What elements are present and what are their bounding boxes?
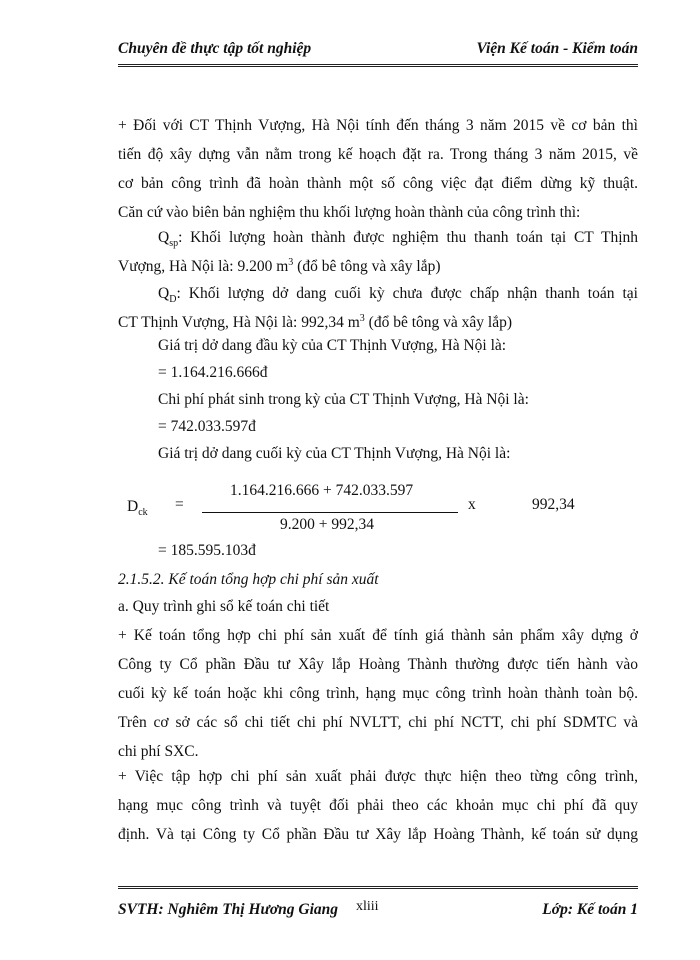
- qd-note: (đổ bê tông và xây lắp): [364, 314, 512, 332]
- formula-times: x: [468, 496, 476, 513]
- formula-result: = 185.595.103đ: [158, 542, 256, 559]
- subheading: a. Quy trình ghi sổ kế toán chi tiết: [118, 598, 330, 615]
- paragraph-2-line-2: Công ty Cổ phần Đầu tư Xây lắp Hoàng Thành thường được tiến hành vào: [118, 656, 638, 673]
- opening-wip-value: = 1.164.216.666đ: [158, 364, 268, 381]
- opening-wip-label: Giá trị dở dang đầu kỳ của CT Thịnh Vượng, Hà Nội là:: [158, 337, 507, 354]
- qsp-note: (đổ bê tông và xây lắp): [293, 258, 441, 276]
- fraction-bar: [202, 512, 458, 513]
- header-document-title: Chuyên đề thực tập tốt nghiệp: [118, 40, 312, 57]
- qd-text: : Khối lượng dở dang cuối kỳ chưa được chấp nhận thanh toán tại: [176, 285, 638, 302]
- paragraph-2-line-3: cuối kỳ kế toán hoặc khi công trình, hạng mục công trình hoàn thành toàn bộ.: [118, 685, 638, 702]
- formula-numerator: 1.164.216.666 + 742.033.597: [230, 482, 414, 499]
- qsp-unit-superscript: 3: [288, 257, 294, 268]
- closing-wip-formula: [118, 482, 638, 532]
- formula-denominator: 9.200 + 992,34: [280, 516, 374, 533]
- qd-symbol: Q: [158, 285, 170, 302]
- qd-unit-superscript: 3: [359, 313, 365, 324]
- qsp-subscript: sp: [169, 238, 179, 250]
- paragraph-1-line-1: + Đối với CT Thịnh Vượng, Hà Nội tính đến tháng 3 năm 2015 về cơ bản thì: [118, 117, 638, 134]
- header-institute: Viện Kế toán - Kiểm toán: [476, 40, 638, 57]
- qsp-text: : Khối lượng hoàn thành được nghiệm thu thanh toán tại CT Thịnh: [178, 229, 638, 246]
- qd-definition-line-1: [158, 284, 638, 310]
- paragraph-2-line-1: + Kế toán tổng hợp chi phí sản xuất để tính giá thành sản phẩm xây dựng ở: [118, 627, 638, 644]
- paragraph-1-line-2: tiến độ xây dựng vẫn nằm trong kế hoạch đặt ra. Trong tháng 3 năm 2015, về: [118, 146, 638, 163]
- formula-symbol-letter: D: [127, 498, 139, 515]
- formula-equals: =: [175, 496, 184, 513]
- formula-symbol-subscript: ck: [138, 507, 148, 519]
- paragraph-3-line-1: + Việc tập hợp chi phí sản xuất phải được thực hiện theo từng công trình,: [118, 768, 638, 785]
- closing-wip-label: Giá trị dở dang cuối kỳ của CT Thịnh Vượng, Hà Nội là:: [158, 445, 511, 462]
- page-header: [118, 40, 638, 67]
- qd-value: CT Thịnh Vượng, Hà Nội là: 992,34 m: [118, 314, 360, 332]
- paragraph-3-line-3: định. Và tại Công ty Cổ phần Đầu tư Xây lắp Hoàng Thành, kế toán sử dụng: [118, 826, 638, 843]
- page-footer: [118, 886, 638, 929]
- paragraph-1-line-3: cơ bản công trình đã hoàn thành một số công việc đạt điểm dừng kỹ thuật.: [118, 175, 638, 192]
- formula-multiplier: 992,34: [532, 496, 575, 513]
- footer-student: SVTH: Nghiêm Thị Hương Giang: [118, 901, 338, 918]
- incurred-cost-value: = 742.033.597đ: [158, 418, 256, 435]
- formula-symbol: [127, 498, 148, 518]
- page-number: xliii: [356, 899, 379, 914]
- footer-class: Lớp: Kế toán 1: [542, 901, 638, 918]
- paragraph-2-line-4: Trên cơ sở các sổ chi tiết chi phí NVLTT, chi phí NCTT, chi phí SDMTC và: [118, 714, 638, 731]
- qsp-value: Vượng, Hà Nội là: 9.200 m: [118, 258, 289, 276]
- incurred-cost-label: Chi phí phát sinh trong kỳ của CT Thịnh Vượng, Hà Nội là:: [158, 391, 529, 408]
- paragraph-1-line-4: Căn cứ vào biên bản nghiệm thu khối lượng hoàn thành của công trình thì:: [118, 204, 581, 221]
- qd-definition-line-2: [118, 309, 638, 333]
- qsp-symbol: Q: [158, 229, 170, 246]
- paragraph-3-line-2: hạng mục công trình và tuyệt đối phải theo các khoản mục chi phí đã quy: [118, 797, 638, 814]
- qsp-definition-line-1: [158, 228, 638, 254]
- paragraph-2-line-5: chi phí SXC.: [118, 743, 199, 760]
- qd-subscript: D: [169, 294, 177, 306]
- qsp-definition-line-2: [118, 253, 638, 277]
- section-heading: 2.1.5.2. Kế toán tổng hợp chi phí sản xuất: [118, 571, 379, 588]
